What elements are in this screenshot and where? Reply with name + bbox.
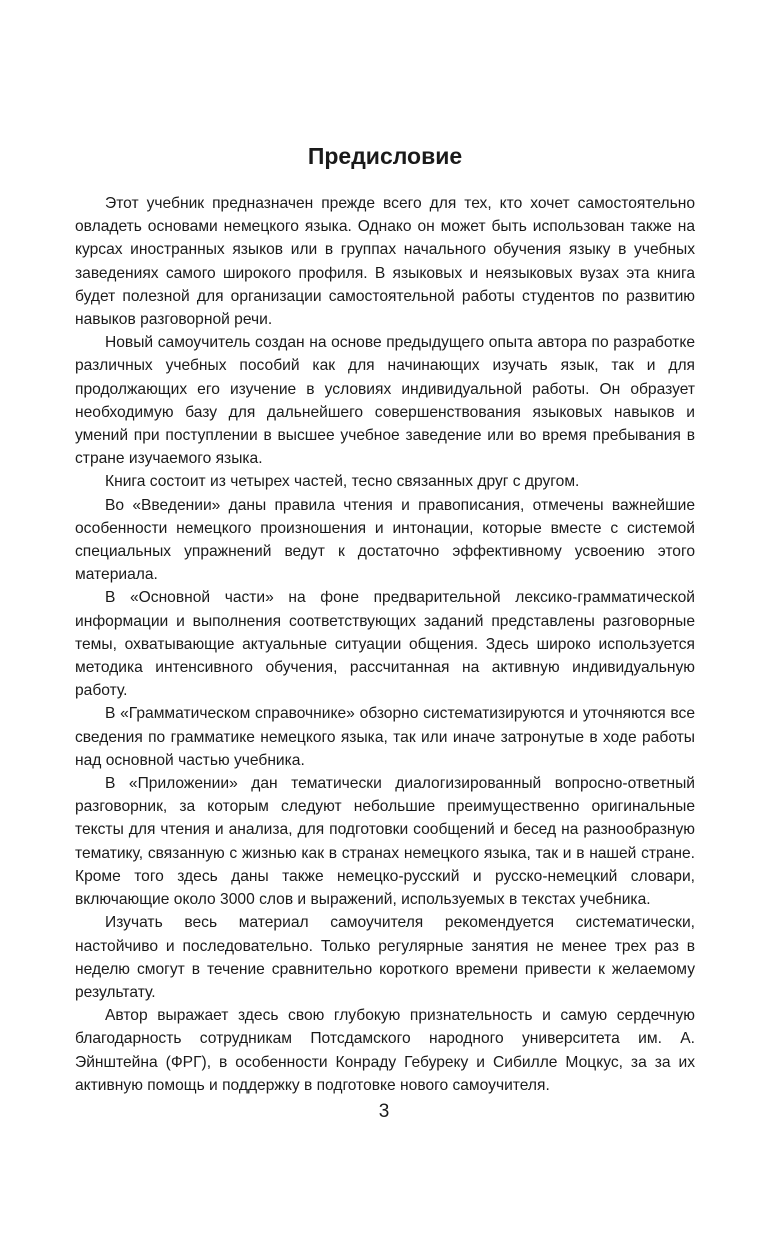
paragraph-4: Во «Введении» даны правила чтения и правописания, отмечены важнейшие особенности немецкого произношения и интонации, которые вместе с системой специальных упражнений ведут к достаточно эффективному усвоению этого материала. xyxy=(75,496,695,584)
paragraph-7: В «Приложении» дан тематически диалогизированный вопросно-ответный разговорник, за которым следуют небольшие преимущественно оригинальные тексты для чтения и анализа, для подготовки сообщений и бесед на разнообразную тематику, связанную с жизнью как в странах немецкого языка, так и в нашей стране. Кроме того здесь даны также немецко-русский и русско-немецкий словари, включающие около 3000 слов и выражений, используемых в текстах учебника. xyxy=(75,775,695,909)
paragraph-8: Изучать весь материал самоучителя рекомендуется систематически, настойчиво и последовательно. Только регулярные занятия не менее трех раз в неделю смогут в течение сравнительно короткого времени привести к желаемому результату. xyxy=(75,914,695,1001)
paragraph-5: В «Основной части» на фоне предварительной лексико-грамматической информации и выполнения соответствующих заданий представлены разговорные темы, охватывающие актуальные ситуации общения. Здесь широко используется методика интенсивного обучения, рассчитанная на активную индивидуальную работу. xyxy=(75,589,695,700)
page-body xyxy=(75,138,695,1097)
paragraph-9: Автор выражает здесь свою глубокую признательность и самую сердечную благодарность сотрудникам Потсдамского народного университета им. А. Эйнштейна (ФРГ), в особенности Конраду Гебуреку и Сибилле Моцкус, за за их активную помощь и поддержку в подготовке нового самоучителя. xyxy=(75,1007,695,1094)
paragraph-3: Книга состоит из четырех частей, тесно связанных друг с другом. xyxy=(105,473,580,491)
paragraph-6: В «Грамматическом справочнике» обзорно систематизируются и уточняются все сведения по грамматике немецкого языка, так или иначе затронутые в ходе работы над основной частью учебника. xyxy=(75,705,695,769)
page-title: Предисловие xyxy=(307,143,463,169)
page-number: 3 xyxy=(378,1101,390,1122)
paragraph-1: Этот учебник предназначен прежде всего для тех, кто хочет самостоятельно овладеть основами немецкого языка. Однако он может быть использован также на курсах иностранных языков или в группах начального обучения языку в учебных заведениях самого широкого профиля. В языковых и неязыковых вузах эта книга будет полезной для организации самостоятельной работы студентов по развитию навыков разговорной речи. xyxy=(75,195,695,329)
paragraph-2: Новый самоучитель создан на основе предыдущего опыта автора по разработке различных учебных пособий как для начинающих изучать язык, так и для продолжающих его изучение в условиях индивидуальной работы. Он образует необходимую базу для дальнейшего совершенствования языковых навыков и умений при поступлении в высшее учебное заведение или во время пребывания в стране изучаемого языка. xyxy=(75,334,695,468)
